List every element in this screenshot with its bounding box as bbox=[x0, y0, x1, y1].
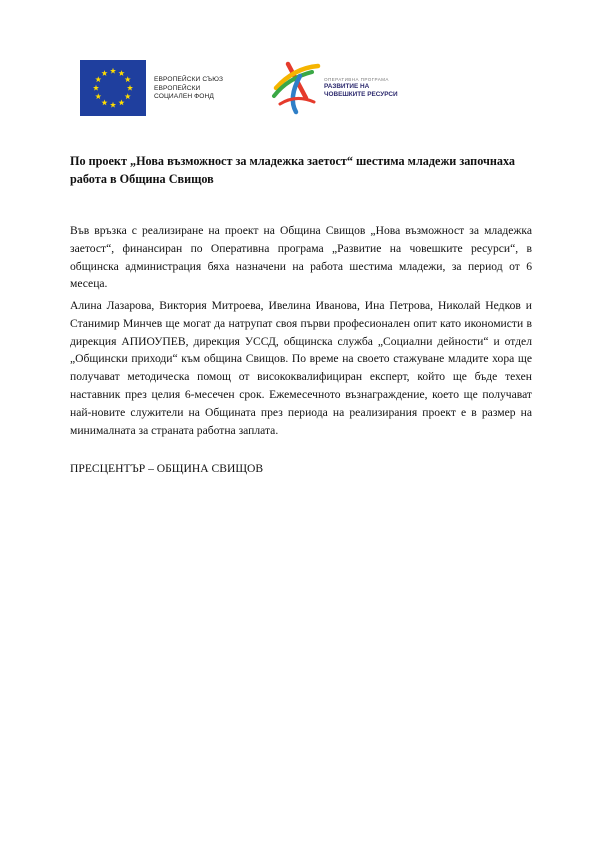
op-hrd-mark-icon bbox=[266, 58, 326, 116]
op-hrd-logo bbox=[266, 56, 416, 120]
esf-logo-line: ЕВРОПЕЙСКИ bbox=[154, 84, 201, 92]
body-paragraph-2: Алина Лазарова, Виктория Митроева, Ивелина Иванова, Ина Петрова, Николай Недков и Станимир Минчев ще могат да натрупат своя първи професионален опит като икономисти в дирекция АПИОУПЕВ, дирекция УССД, общинска служба „Социални дейности“ и отдел „Общински приходи“ към община Свищов. По време на своето стажуване младите хора ще получават методическа помощ от висококвалифициран експерт, който ще бъде техен наставник през целия 6-месечен срок. Ежемесечното възнаграждение, което ще получават най-новите служители на Общината през периода на реализирания проект е в размер на минималната за страната работна заплата. bbox=[70, 299, 532, 437]
eu-flag-icon bbox=[80, 60, 146, 116]
body-paragraph-1: Във връзка с реализиране на проект на Община Свищов „Нова възможност за младежка заетост“, финансиран по Оперативна програма „Развитие на човешките ресурси“, в общинска администрация бяха назначени на работа шестима младежи, за период от 6 месеца. bbox=[70, 224, 532, 291]
esf-logo-line: СОЦИАЛЕН ФОНД bbox=[154, 93, 214, 101]
esf-logo-text bbox=[154, 76, 223, 102]
op-hrd-big-line: РАЗВИТИЕ НА bbox=[324, 83, 370, 90]
op-hrd-logo-text bbox=[324, 76, 398, 98]
press-center-signature: ПРЕСЦЕНТЪР – ОБЩИНА СВИЩОВ bbox=[70, 462, 264, 475]
esf-logo-line: ЕВРОПЕЙСКИ СЪЮЗ bbox=[154, 76, 224, 83]
op-hrd-small-line: ОПЕРАТИВНА ПРОГРАМА bbox=[324, 77, 389, 82]
op-hrd-big-line: ЧОВЕШКИТЕ РЕСУРСИ bbox=[324, 90, 398, 98]
document-title: По проект „Нова възможност за младежка заетост“ шестима младежи започнаха работа в Община Свищов bbox=[70, 154, 516, 186]
header-logos bbox=[80, 56, 520, 120]
